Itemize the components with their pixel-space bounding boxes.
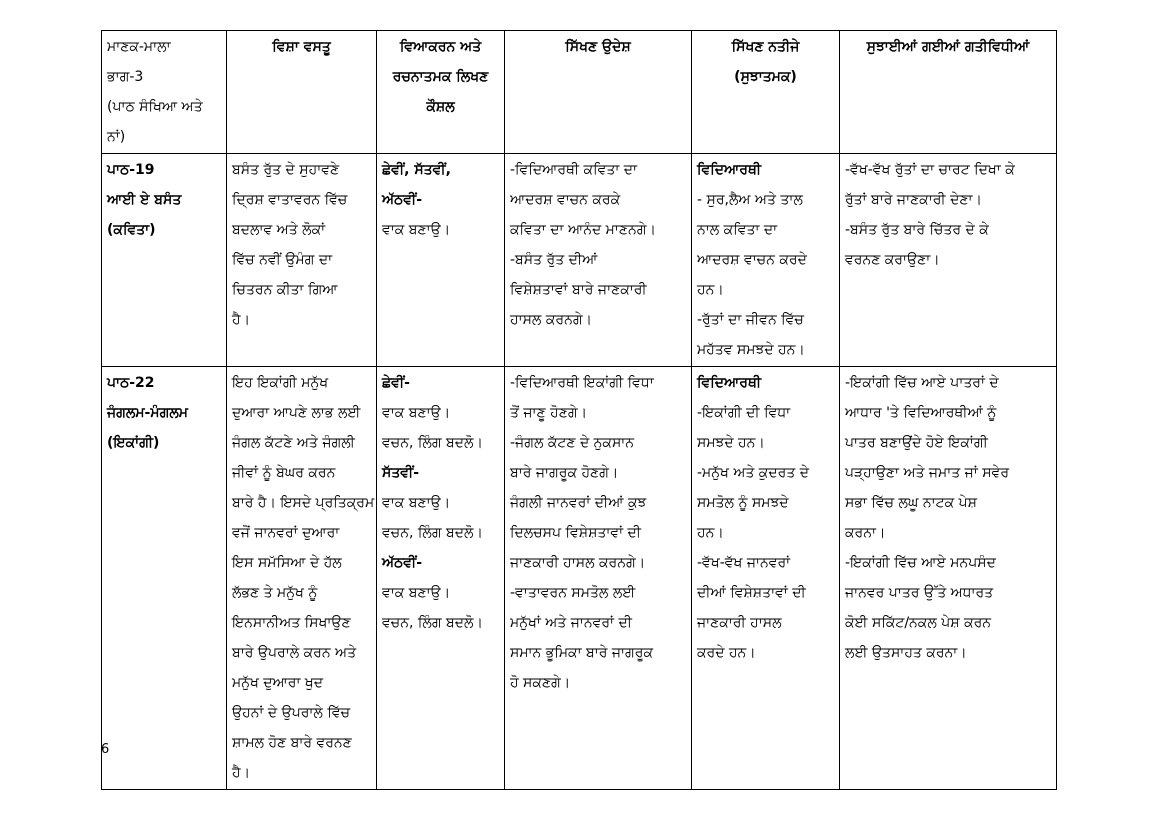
header-lesson <box>102 31 227 154</box>
lesson-cell <box>102 367 227 790</box>
header-activities <box>840 31 1057 154</box>
table-body <box>102 154 1057 790</box>
header-grammar-line: ਕੌਸ਼ਲ <box>426 99 455 115</box>
activities-line: -ਇਕਾਂਗੀ ਵਿੱਚ ਆਏ ਮਨਪਸੰਦ <box>845 555 996 571</box>
content-line: ਚਿਤਰਨ ਕੀਤਾ ਗਿਆ <box>232 282 338 298</box>
content-line: ਉਹਨਾਂ ਦੇ ਉਪਰਾਲੇ ਵਿੱਚ <box>232 705 351 721</box>
outcomes-line: ਸਮਝਦੇ ਹਨ। <box>697 435 765 451</box>
header-lesson-line: (ਪਾਠ ਸੰਖਿਆ ਅਤੇ <box>107 99 203 115</box>
activities-cell <box>840 154 1057 367</box>
outcomes-line: ਜਾਣਕਾਰੀ ਹਾਸਲ <box>697 615 782 631</box>
content-cell <box>227 154 377 367</box>
outcomes-line: -ਰੁੱਤਾਂ ਦਾ ਜੀਵਨ ਵਿੱਚ <box>697 312 804 328</box>
activities-cell <box>840 367 1057 790</box>
outcomes-line: ਹਨ। <box>697 525 724 541</box>
outcomes-line: -ਵੱਖ-ਵੱਖ ਜਾਨਵਰਾਂ <box>697 555 791 571</box>
objectives-cell <box>505 154 692 367</box>
header-content <box>227 31 377 154</box>
grammar-line: ਵਚਨ, ਲਿੰਗ ਬਦਲੋ। <box>382 615 483 631</box>
lesson-line: (ਕਵਿਤਾ) <box>107 222 156 238</box>
header-grammar-line: ਵਿਆਕਰਨ ਅਤੇ <box>399 39 482 55</box>
content-line: ਬਾਰੇ ਹੈ। ਇਸਦੇ ਪ੍ਰਤਿਕ੍ਰਮ <box>232 495 375 511</box>
outcomes-line: ਆਦਰਸ਼ ਵਾਚਨ ਕਰਦੇ <box>697 252 807 268</box>
content-line: ਇਹ ਇਕਾਂਗੀ ਮਨੁੱਖ <box>232 375 329 391</box>
activities-line: ਵਰਨਣ ਕਰਾਉਣਾ। <box>845 252 940 268</box>
grammar-cell <box>377 154 505 367</box>
header-lesson-line: ਮਾਣਕ-ਮਾਲਾ <box>107 39 171 55</box>
objectives-line: ਕਵਿਤਾ ਦਾ ਆਨੰਦ ਮਾਣਨਗੇ। <box>510 222 656 238</box>
content-line: ਬਾਰੇ ਉਪਰਾਲੇ ਕਰਨ ਅਤੇ <box>232 645 357 661</box>
content-line: ਜੰਗਲ ਕੱਟਣੇ ਅਤੇ ਜੰਗਲੀ <box>232 435 355 451</box>
content-line: ਜੀਵਾਂ ਨੂੰ ਬੇਘਰ ਕਰਨ <box>232 465 336 481</box>
grammar-line: ਛੇਵੀਂ- <box>382 375 410 391</box>
grammar-line: ਵਚਨ, ਲਿੰਗ ਬਦਲੋ। <box>382 525 483 541</box>
header-content-label: ਵਿਸ਼ਾ ਵਸਤੂ <box>272 39 331 55</box>
outcomes-line: ਵਿਦਿਆਰਥੀ <box>697 375 762 391</box>
content-line: ਮਨੁੱਖ ਦੁਆਰਾ ਖੁਦ <box>232 675 324 691</box>
outcomes-line: ਮਹੱਤਵ ਸਮਝਦੇ ਹਨ। <box>697 342 805 358</box>
grammar-line: ਵਾਕ ਬਣਾਉ। <box>382 495 451 511</box>
objectives-line: -ਵਿਦਿਆਰਥੀ ਇਕਾਂਗੀ ਵਿਧਾ <box>510 375 654 391</box>
header-lesson-line: ਨਾਂ) <box>107 129 126 145</box>
content-line: ਬਦਲਾਵ ਅਤੇ ਲੋਕਾਂ <box>232 222 326 238</box>
outcomes-line: ਹਨ। <box>697 282 724 298</box>
header-row <box>102 31 1057 154</box>
content-cell <box>227 367 377 790</box>
content-line: ਵਿੱਚ ਨਵੀਂ ਉਮੰਗ ਦਾ <box>232 252 333 268</box>
page-number: 6 <box>101 742 110 757</box>
outcomes-cell <box>692 154 840 367</box>
content-line: ਹੈ। <box>232 765 251 781</box>
outcomes-line: ਸਮਤੋਲ ਨੂੰ ਸਮਝਦੇ <box>697 495 789 511</box>
header-grammar-line: ਰਚਨਾਤਮਕ ਲਿਖਣ <box>392 69 489 85</box>
activities-line: ਆਧਾਰ 'ਤੇ ਵਿਦਿਆਰਥੀਆਂ ਨੂੰ <box>845 405 997 421</box>
header-outcomes <box>692 31 840 154</box>
lesson-line: ਜੰਗਲਮ-ਮੰਗਲਮ <box>107 405 189 421</box>
lesson-line: ਪਾਠ-19 <box>107 162 155 178</box>
lesson-line: ਪਾਠ-22 <box>107 375 155 391</box>
lesson-plan-table <box>101 30 1057 790</box>
activities-line: ਲਈ ਉਤਸਾਹਤ ਕਰਨਾ। <box>845 645 967 661</box>
lesson-line: (ਇਕਾਂਗੀ) <box>107 435 160 451</box>
table-row <box>102 154 1057 367</box>
grammar-line: ਅੱਠਵੀਂ- <box>382 555 423 571</box>
grammar-line: ਵਾਕ ਬਣਾਉ। <box>382 405 451 421</box>
content-line: ਲੱਭਣ ਤੇ ਮਨੁੱਖ ਨੂੰ <box>232 585 318 601</box>
grammar-line: ਵਚਨ, ਲਿੰਗ ਬਦਲੋ। <box>382 435 483 451</box>
grammar-line: ਛੇਵੀਂ, ਸੱਤਵੀਂ, <box>382 162 451 178</box>
outcomes-line: -ਮਨੁੱਖ ਅਤੇ ਕੁਦਰਤ ਦੇ <box>697 465 809 481</box>
grammar-line: ਅੱਠਵੀਂ- <box>382 192 423 208</box>
objectives-line: -ਵਿਦਿਆਰਥੀ ਕਵਿਤਾ ਦਾ <box>510 162 638 178</box>
content-line: ਵਜੋਂ ਜਾਨਵਰਾਂ ਦੁਆਰਾ <box>232 525 340 541</box>
header-outcomes-line: ਸਿੱਖਣ ਨਤੀਜੇ <box>731 39 800 55</box>
content-line: ਇਸ ਸਮੱਸਿਆ ਦੇ ਹੱਲ <box>232 555 342 571</box>
content-line: ਸ਼ਾਮਲ ਹੋਣ ਬਾਰੇ ਵਰਨਣ <box>232 735 352 751</box>
activities-line: -ਵੱਖ-ਵੱਖ ਰੁੱਤਾਂ ਦਾ ਚਾਰਟ ਦਿਖਾ ਕੇ <box>845 162 1015 178</box>
header-objectives <box>505 31 692 154</box>
objectives-line: ਮਨੁੱਖਾਂ ਅਤੇ ਜਾਨਵਰਾਂ ਦੀ <box>510 615 632 631</box>
content-line: ਇਨਸਾਨੀਅਤ ਸਿਖਾਉਣ <box>232 615 351 631</box>
activities-line: -ਇਕਾਂਗੀ ਵਿੱਚ ਆਏ ਪਾਤਰਾਂ ਦੇ <box>845 375 999 391</box>
outcomes-line: - ਸੁਰ,ਲੈਅ ਅਤੇ ਤਾਲ <box>697 192 803 208</box>
objectives-line: ਹਾਸਲ ਕਰਨਗੇ। <box>510 312 592 328</box>
outcomes-line: ਕਰਦੇ ਹਨ। <box>697 645 756 661</box>
outcomes-line: ਨਾਲ ਕਵਿਤਾ ਦਾ <box>697 222 778 238</box>
header-objectives-label: ਸਿੱਖਣ ਉਦੇਸ਼ <box>565 39 631 55</box>
activities-line: ਜਾਨਵਰ ਪਾਤਰ ਉੱਤੇ ਅਧਾਰਤ <box>845 585 994 601</box>
objectives-cell <box>505 367 692 790</box>
content-line: ਦੁਆਰਾ ਆਪਣੇ ਲਾਭ ਲਈ <box>232 405 361 421</box>
activities-line: ਕੋਈ ਸਕਿੱਟ/ਨਕਲ ਪੇਸ਼ ਕਰਨ <box>845 615 992 631</box>
objectives-line: -ਜੰਗਲ ਕੱਟਣ ਦੇ ਨੁਕਸਾਨ <box>510 435 635 451</box>
objectives-line: ਸਮਾਨ ਭੂਮਿਕਾ ਬਾਰੇ ਜਾਗਰੂਕ <box>510 645 654 661</box>
content-line: ਬਸੰਤ ਰੁੱਤ ਦੇ ਸੁਹਾਵਣੇ <box>232 162 340 178</box>
objectives-line: ਜਾਣਕਾਰੀ ਹਾਸਲ ਕਰਨਗੇ। <box>510 555 646 571</box>
objectives-line: ਵਿਸ਼ੇਸ਼ਤਾਵਾਂ ਬਾਰੇ ਜਾਣਕਾਰੀ <box>510 282 647 298</box>
header-grammar <box>377 31 505 154</box>
header-activities-label: ਸੁਝਾਈਆਂ ਗਈਆਂ ਗਤੀਵਿਧੀਆਂ <box>866 39 1030 55</box>
outcomes-line: ਵਿਦਿਆਰਥੀ <box>697 162 762 178</box>
outcomes-line: ਦੀਆਂ ਵਿਸ਼ੇਸ਼ਤਾਵਾਂ ਦੀ <box>697 585 806 601</box>
grammar-line: ਵਾਕ ਬਣਾਉ। <box>382 585 451 601</box>
outcomes-line: -ਇਕਾਂਗੀ ਦੀ ਵਿਧਾ <box>697 405 791 421</box>
objectives-line: ਤੋਂ ਜਾਣੂ ਹੋਣਗੇ। <box>510 405 588 421</box>
header-lesson-line: ਭਾਗ-3 <box>107 69 144 85</box>
outcomes-cell <box>692 367 840 790</box>
lesson-cell <box>102 154 227 367</box>
objectives-line: ਦਿਲਚਸਪ ਵਿਸ਼ੇਸ਼ਤਾਵਾਂ ਦੀ <box>510 525 642 541</box>
objectives-line: -ਬਸੰਤ ਰੁੱਤ ਦੀਆਂ <box>510 252 598 268</box>
objectives-line: ਜੰਗਲੀ ਜਾਨਵਰਾਂ ਦੀਆਂ ਕੁਝ <box>510 495 647 511</box>
objectives-line: ਆਦਰਸ਼ ਵਾਚਨ ਕਰਕੇ <box>510 192 621 208</box>
header-outcomes-line: (ਸੁਝਾਤਮਕ) <box>734 69 797 85</box>
grammar-line: ਵਾਕ ਬਣਾਉ। <box>382 222 451 238</box>
objectives-line: ਹੋ ਸਕਣਗੇ। <box>510 675 571 691</box>
activities-line: ਸਭਾ ਵਿੱਚ ਲਘੂ ਨਾਟਕ ਪੇਸ਼ <box>845 495 977 511</box>
activities-line: ਕਰਨਾ। <box>845 525 886 541</box>
activities-line: -ਬਸੰਤ ਰੁੱਤ ਬਾਰੇ ਚਿੱਤਰ ਦੇ ਕੇ <box>845 222 989 238</box>
grammar-line: ਸੱਤਵੀਂ- <box>382 465 420 481</box>
activities-line: ਰੁੱਤਾਂ ਬਾਰੇ ਜਾਣਕਾਰੀ ਦੇਣਾ। <box>845 192 982 208</box>
content-line: ਹੈ। <box>232 312 251 328</box>
lesson-line: ਆਈ ਏ ਬਸੰਤ <box>107 192 182 208</box>
activities-line: ਪੜ੍ਹਾਉਣਾ ਅਤੇ ਜਮਾਤ ਜਾਂ ਸਵੇਰ <box>845 465 1010 481</box>
objectives-line: -ਵਾਤਾਵਰਨ ਸਮਤੋਲ ਲਈ <box>510 585 636 601</box>
content-line: ਦ੍ਰਿਸ਼ ਵਾਤਾਵਰਨ ਵਿੱਚ <box>232 192 348 208</box>
objectives-line: ਬਾਰੇ ਜਾਗਰੂਕ ਹੋਣਗੇ। <box>510 465 619 481</box>
activities-line: ਪਾਤਰ ਬਣਾਉਂਦੇ ਹੋਏ ਇਕਾਂਗੀ <box>845 435 988 451</box>
table-row <box>102 367 1057 790</box>
grammar-cell <box>377 367 505 790</box>
